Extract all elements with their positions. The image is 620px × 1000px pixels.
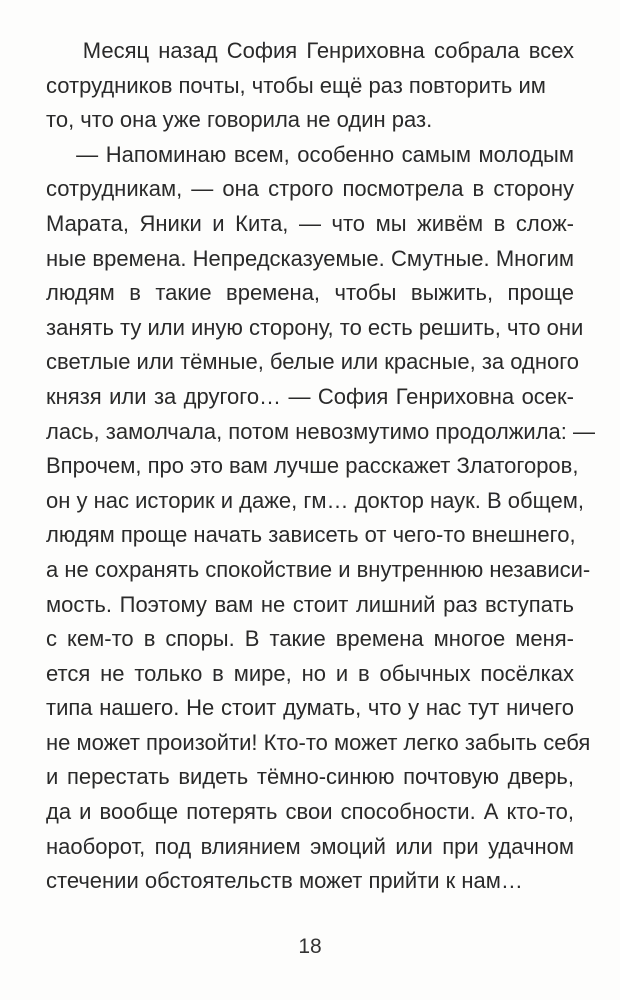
text-line: типа нашего. Не стоит думать, что у нас тут ничего bbox=[46, 695, 574, 721]
text-line: стечении обстоятельств может прийти к нам… bbox=[46, 868, 523, 894]
text-line: Месяц назад София Генриховна собрала всех bbox=[46, 38, 574, 63]
text-line: Впрочем, про это вам лучше расскажет Златогоров, bbox=[46, 453, 579, 479]
text-line: людям в такие времена, чтобы выжить, проще bbox=[46, 280, 574, 306]
text-line: людям проще начать зависеть от чего-то внешнего, bbox=[46, 522, 576, 548]
text-line: занять ту или иную сторону, то есть решить, что они bbox=[46, 314, 584, 340]
text-line: мость. Поэтому вам не стоит лишний раз вступать bbox=[46, 591, 574, 617]
text-line: — Напоминаю всем, особенно самым молодым bbox=[46, 141, 574, 167]
text-line: светлые или тёмные, белые или красные, за одного bbox=[46, 349, 580, 375]
text-line: сотрудникам, — она строго посмотрела в сторону bbox=[46, 176, 574, 202]
text-line: не может произойти! Кто-то может легко забыть себя bbox=[46, 729, 591, 755]
text-line: с кем-то в споры. В такие времена многое меня- bbox=[46, 626, 574, 652]
text-line: ется не только в мире, но и в обычных посёлках bbox=[46, 660, 574, 686]
text-line: он у нас историк и даже, гм… доктор наук. В общем, bbox=[46, 487, 584, 513]
text-line: наоборот, под влиянием эмоций или при удачном bbox=[46, 833, 574, 859]
text-line: то, что она уже говорила не один раз. bbox=[46, 107, 433, 133]
text-line: а не сохранять спокойствие и внутреннюю независи- bbox=[46, 556, 591, 582]
text-line: и перестать видеть тёмно-синюю почтовую дверь, bbox=[46, 764, 574, 790]
page-number: 18 bbox=[298, 935, 322, 958]
text-line: Марата, Яники и Кита, — что мы живём в слож- bbox=[46, 210, 574, 236]
text-line: ные времена. Непредсказуемые. Смутные. Многим bbox=[46, 245, 574, 271]
text-line: лась, замолчала, потом невозмутимо продолжила: — bbox=[46, 418, 596, 444]
body-text bbox=[46, 34, 596, 899]
text-line: князя или за другого… — София Генриховна осек- bbox=[46, 383, 574, 409]
text-line: да и вообще потерять свои способности. А кто-то, bbox=[46, 799, 574, 825]
text-line: сотрудников почты, чтобы ещё раз повторить им bbox=[46, 72, 546, 98]
